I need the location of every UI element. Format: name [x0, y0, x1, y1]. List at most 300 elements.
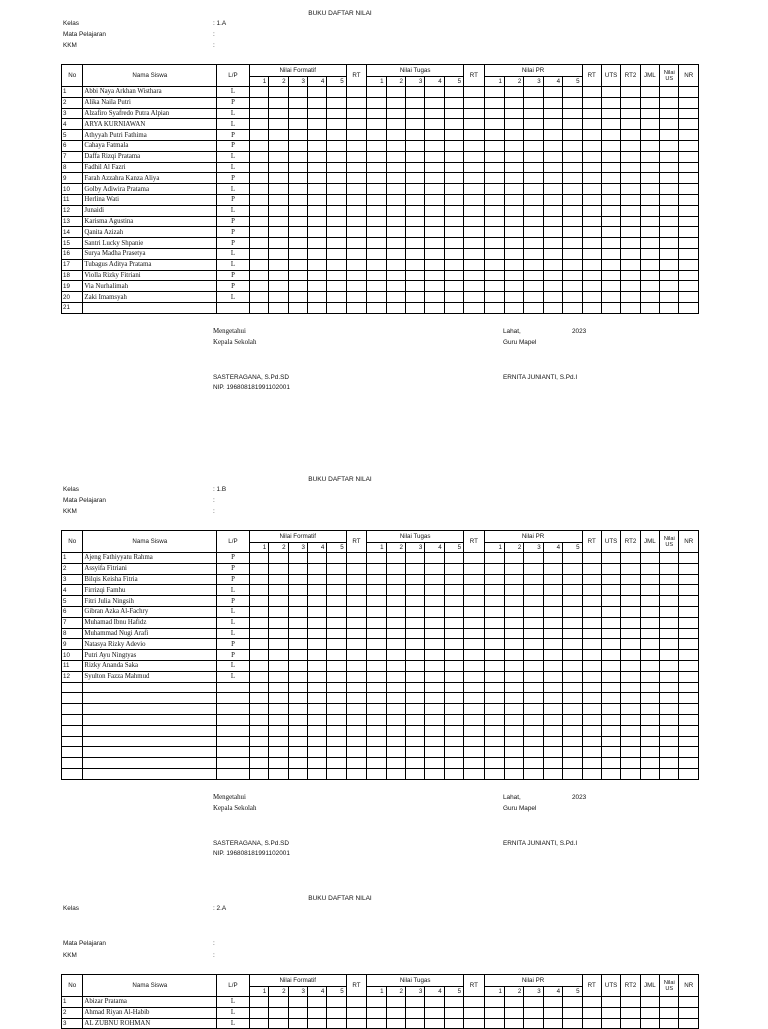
score-cell — [504, 606, 523, 617]
doc-title: BUKU DAFTAR NILAI — [308, 476, 372, 483]
score-cell — [386, 97, 405, 108]
score-cell — [249, 130, 268, 141]
score-cell — [367, 248, 386, 259]
score-cell — [504, 270, 523, 281]
score-cell — [269, 574, 288, 585]
subheader-cell: 2 — [504, 76, 523, 87]
student-no: 2 — [62, 97, 83, 108]
score-cell — [504, 97, 523, 108]
table-row — [62, 302, 699, 313]
score-cell — [425, 758, 444, 769]
score-cell — [249, 162, 268, 173]
score-cell — [601, 292, 620, 303]
score-cell — [346, 997, 366, 1008]
score-cell — [386, 758, 405, 769]
score-cell — [367, 617, 386, 628]
score-cell — [269, 140, 288, 151]
score-cell — [405, 574, 424, 585]
score-cell — [444, 650, 463, 661]
table-row — [62, 151, 699, 162]
score-cell — [543, 563, 562, 574]
score-cell — [601, 671, 620, 682]
score-cell — [346, 574, 366, 585]
score-cell — [640, 108, 659, 119]
score-cell — [504, 660, 523, 671]
score-cell — [601, 194, 620, 205]
score-cell — [660, 162, 679, 173]
score-cell — [346, 140, 366, 151]
score-cell — [504, 671, 523, 682]
score-cell — [601, 130, 620, 141]
student-no: 21 — [62, 302, 83, 313]
score-cell — [660, 606, 679, 617]
score-cell — [484, 606, 504, 617]
score-cell — [679, 585, 699, 596]
score-cell — [601, 768, 620, 779]
score-cell — [346, 87, 366, 98]
header-tugas: Nilai Tugas — [367, 975, 464, 987]
score-cell — [543, 281, 562, 292]
score-cell — [582, 650, 601, 661]
score-cell — [464, 704, 484, 715]
guru-mapel-label: Guru Mapel — [503, 805, 537, 812]
score-cell — [621, 639, 640, 650]
score-cell — [660, 216, 679, 227]
score-cell — [269, 1018, 288, 1029]
score-cell — [405, 130, 424, 141]
score-cell — [346, 725, 366, 736]
header-tugas: Nilai Tugas — [367, 531, 464, 543]
score-cell — [327, 87, 346, 98]
score-cell — [367, 259, 386, 270]
score-cell — [464, 725, 484, 736]
score-cell — [464, 747, 484, 758]
score-cell — [660, 292, 679, 303]
score-cell — [660, 563, 679, 574]
score-cell — [288, 553, 307, 564]
score-cell — [563, 617, 582, 628]
score-cell — [386, 714, 405, 725]
score-cell — [405, 628, 424, 639]
table-row — [62, 671, 699, 682]
subheader-cell: 4 — [425, 542, 444, 553]
table-row — [62, 693, 699, 704]
score-cell — [601, 1007, 620, 1018]
score-cell — [405, 1018, 424, 1029]
score-cell — [249, 140, 268, 151]
score-cell — [307, 281, 326, 292]
score-cell — [640, 216, 659, 227]
score-cell — [601, 227, 620, 238]
score-cell — [444, 281, 463, 292]
score-cell — [288, 281, 307, 292]
score-cell — [563, 205, 582, 216]
score-cell — [346, 639, 366, 650]
score-cell — [464, 671, 484, 682]
score-cell — [563, 725, 582, 736]
student-lp: P — [217, 130, 250, 141]
student-no: 11 — [62, 660, 83, 671]
score-cell — [640, 725, 659, 736]
score-cell — [444, 302, 463, 313]
score-cell — [307, 693, 326, 704]
header-rt2: RT2 — [621, 65, 640, 87]
score-cell — [679, 1018, 699, 1029]
score-cell — [269, 650, 288, 661]
score-cell — [386, 660, 405, 671]
score-cell — [405, 682, 424, 693]
score-cell — [582, 227, 601, 238]
subheader-cell: 2 — [386, 542, 405, 553]
score-cell — [660, 130, 679, 141]
score-cell — [425, 270, 444, 281]
score-cell — [425, 281, 444, 292]
student-lp: P — [217, 140, 250, 151]
student-lp: L — [217, 108, 250, 119]
score-cell — [621, 87, 640, 98]
score-cell — [504, 259, 523, 270]
score-cell — [327, 563, 346, 574]
student-no: 3 — [62, 574, 83, 585]
student-name — [83, 682, 217, 693]
score-cell — [563, 704, 582, 715]
score-cell — [405, 248, 424, 259]
score-cell — [484, 281, 504, 292]
score-cell — [464, 302, 484, 313]
score-cell — [660, 714, 679, 725]
score-cell — [327, 768, 346, 779]
score-cell — [504, 216, 523, 227]
score-cell — [444, 660, 463, 671]
score-cell — [524, 997, 543, 1008]
score-cell — [524, 660, 543, 671]
score-cell — [504, 119, 523, 130]
score-cell — [679, 292, 699, 303]
subheader-cell: 4 — [307, 542, 326, 553]
header-nama: Nama Siswa — [83, 975, 217, 997]
score-cell — [640, 736, 659, 747]
score-cell — [504, 87, 523, 98]
student-lp: P — [217, 563, 250, 574]
guru-mapel-label: Guru Mapel — [503, 339, 537, 346]
score-cell — [386, 281, 405, 292]
score-cell — [640, 747, 659, 758]
score-cell — [269, 704, 288, 715]
score-cell — [288, 151, 307, 162]
doc-title: BUKU DAFTAR NILAI — [308, 895, 372, 902]
score-cell — [464, 173, 484, 184]
kepala-sekolah-label: Kepala Sekolah — [213, 805, 257, 812]
score-cell — [444, 184, 463, 195]
score-cell — [601, 270, 620, 281]
score-cell — [524, 693, 543, 704]
table-row — [62, 292, 699, 303]
score-cell — [346, 596, 366, 607]
score-cell — [640, 997, 659, 1008]
score-cell — [249, 216, 268, 227]
score-cell — [269, 660, 288, 671]
score-cell — [660, 736, 679, 747]
score-cell — [444, 617, 463, 628]
score-cell — [640, 758, 659, 769]
score-cell — [327, 205, 346, 216]
score-cell — [660, 1018, 679, 1029]
score-cell — [464, 682, 484, 693]
score-cell — [640, 650, 659, 661]
student-name: Tubagus Aditya Pratama — [83, 259, 217, 270]
score-cell — [582, 758, 601, 769]
score-cell — [484, 585, 504, 596]
score-cell — [660, 628, 679, 639]
score-cell — [425, 238, 444, 249]
score-cell — [425, 227, 444, 238]
student-no — [62, 725, 83, 736]
score-cell — [425, 650, 444, 661]
subheader-cell: 4 — [307, 76, 326, 87]
score-cell — [327, 140, 346, 151]
student-lp: L — [217, 585, 250, 596]
score-cell — [563, 216, 582, 227]
student-name: Farah Azzahra Kanza Aliya — [83, 173, 217, 184]
student-no: 6 — [62, 606, 83, 617]
score-cell — [524, 216, 543, 227]
score-cell — [367, 747, 386, 758]
score-cell — [484, 1018, 504, 1029]
score-cell — [269, 628, 288, 639]
table-row — [62, 660, 699, 671]
score-cell — [464, 205, 484, 216]
score-cell — [367, 108, 386, 119]
student-no — [62, 736, 83, 747]
score-cell — [640, 238, 659, 249]
score-cell — [582, 238, 601, 249]
score-cell — [444, 173, 463, 184]
score-cell — [484, 574, 504, 585]
student-name — [83, 725, 217, 736]
table-row — [62, 108, 699, 119]
student-name: Zaki Imamsyah — [83, 292, 217, 303]
score-cell — [288, 714, 307, 725]
score-cell — [543, 227, 562, 238]
score-cell — [249, 281, 268, 292]
score-cell — [484, 259, 504, 270]
score-cell — [307, 628, 326, 639]
score-cell — [621, 736, 640, 747]
score-cell — [367, 238, 386, 249]
table-row — [62, 238, 699, 249]
score-cell — [601, 682, 620, 693]
score-cell — [601, 606, 620, 617]
score-cell — [386, 693, 405, 704]
score-cell — [484, 216, 504, 227]
score-cell — [621, 660, 640, 671]
score-cell — [601, 248, 620, 259]
student-no — [62, 704, 83, 715]
score-cell — [640, 205, 659, 216]
student-no: 5 — [62, 130, 83, 141]
student-lp: L — [217, 119, 250, 130]
score-cell — [464, 130, 484, 141]
table-row — [62, 1007, 699, 1018]
score-cell — [601, 639, 620, 650]
subheader-cell: 3 — [405, 76, 424, 87]
score-cell — [425, 173, 444, 184]
score-cell — [563, 87, 582, 98]
score-cell — [504, 704, 523, 715]
student-name: ARYA KURNIAWAN — [83, 119, 217, 130]
student-no: 20 — [62, 292, 83, 303]
score-cell — [405, 97, 424, 108]
score-cell — [563, 682, 582, 693]
score-cell — [582, 302, 601, 313]
score-cell — [269, 997, 288, 1008]
score-cell — [621, 130, 640, 141]
score-cell — [425, 563, 444, 574]
score-cell — [660, 997, 679, 1008]
score-cell — [621, 671, 640, 682]
score-cell — [288, 270, 307, 281]
subheader-cell: 4 — [425, 76, 444, 87]
score-cell — [640, 281, 659, 292]
score-cell — [327, 671, 346, 682]
score-cell — [524, 1007, 543, 1018]
subheader-cell: 2 — [269, 986, 288, 997]
score-cell — [679, 671, 699, 682]
score-cell — [346, 184, 366, 195]
score-cell — [425, 108, 444, 119]
score-cell — [346, 238, 366, 249]
score-cell — [504, 151, 523, 162]
score-cell — [367, 205, 386, 216]
score-cell — [563, 140, 582, 151]
score-cell — [563, 238, 582, 249]
score-cell — [307, 248, 326, 259]
score-cell — [504, 108, 523, 119]
score-cell — [425, 617, 444, 628]
score-cell — [484, 596, 504, 607]
score-cell — [621, 281, 640, 292]
score-cell — [288, 119, 307, 130]
header-rt-pr: RT — [582, 65, 601, 87]
score-cell — [269, 725, 288, 736]
score-cell — [405, 585, 424, 596]
score-cell — [484, 97, 504, 108]
score-cell — [307, 704, 326, 715]
mapel-label: Mata Pelajaran — [63, 940, 106, 947]
score-cell — [582, 173, 601, 184]
student-name: Ahmad Riyan Al-Habib — [83, 1007, 217, 1018]
score-cell — [346, 585, 366, 596]
score-cell — [543, 704, 562, 715]
score-cell — [249, 768, 268, 779]
score-cell — [679, 205, 699, 216]
student-name: Cahaya Fatmala — [83, 140, 217, 151]
score-cell — [679, 108, 699, 119]
score-cell — [464, 259, 484, 270]
score-cell — [288, 259, 307, 270]
header-uts: UTS — [601, 531, 620, 553]
score-cell — [307, 714, 326, 725]
score-cell — [543, 173, 562, 184]
student-name — [83, 736, 217, 747]
score-cell — [563, 553, 582, 564]
score-cell — [660, 650, 679, 661]
score-cell — [543, 628, 562, 639]
score-cell — [346, 151, 366, 162]
score-cell — [660, 574, 679, 585]
score-cell — [601, 660, 620, 671]
score-cell — [504, 714, 523, 725]
score-cell — [484, 302, 504, 313]
mapel-value: : — [213, 497, 215, 504]
score-cell — [249, 270, 268, 281]
score-cell — [582, 660, 601, 671]
kkm-label: KKM — [63, 952, 77, 959]
score-cell — [249, 1018, 268, 1029]
score-cell — [327, 1007, 346, 1018]
score-cell — [543, 97, 562, 108]
student-no: 10 — [62, 184, 83, 195]
subheader-cell: 1 — [484, 986, 504, 997]
table-row — [62, 216, 699, 227]
score-cell — [249, 259, 268, 270]
score-cell — [621, 563, 640, 574]
table-row — [62, 130, 699, 141]
score-cell — [346, 205, 366, 216]
score-cell — [504, 585, 523, 596]
score-cell — [367, 281, 386, 292]
score-cell — [288, 1018, 307, 1029]
score-cell — [249, 194, 268, 205]
score-cell — [367, 1007, 386, 1018]
score-cell — [307, 553, 326, 564]
score-cell — [288, 768, 307, 779]
score-cell — [601, 714, 620, 725]
score-cell — [660, 660, 679, 671]
subheader-cell: 4 — [543, 986, 562, 997]
score-cell — [582, 248, 601, 259]
score-cell — [367, 140, 386, 151]
score-cell — [288, 248, 307, 259]
score-cell — [563, 1018, 582, 1029]
score-cell — [484, 617, 504, 628]
score-cell — [367, 553, 386, 564]
score-cell — [582, 704, 601, 715]
score-cell — [327, 108, 346, 119]
student-name: Golby Adiwira Pratama — [83, 184, 217, 195]
score-cell — [288, 606, 307, 617]
score-cell — [307, 585, 326, 596]
score-cell — [621, 553, 640, 564]
score-cell — [425, 768, 444, 779]
score-cell — [601, 259, 620, 270]
score-cell — [249, 747, 268, 758]
score-cell — [582, 596, 601, 607]
score-cell — [679, 216, 699, 227]
score-cell — [563, 585, 582, 596]
score-cell — [563, 628, 582, 639]
student-no: 4 — [62, 119, 83, 130]
header-row — [62, 975, 699, 987]
score-cell — [601, 108, 620, 119]
score-cell — [249, 553, 268, 564]
student-name: Bilqis Keisha Fitria — [83, 574, 217, 585]
score-cell — [524, 130, 543, 141]
score-cell — [386, 768, 405, 779]
score-cell — [249, 758, 268, 769]
tahun-label: 2023 — [572, 794, 587, 801]
score-cell — [444, 1018, 463, 1029]
